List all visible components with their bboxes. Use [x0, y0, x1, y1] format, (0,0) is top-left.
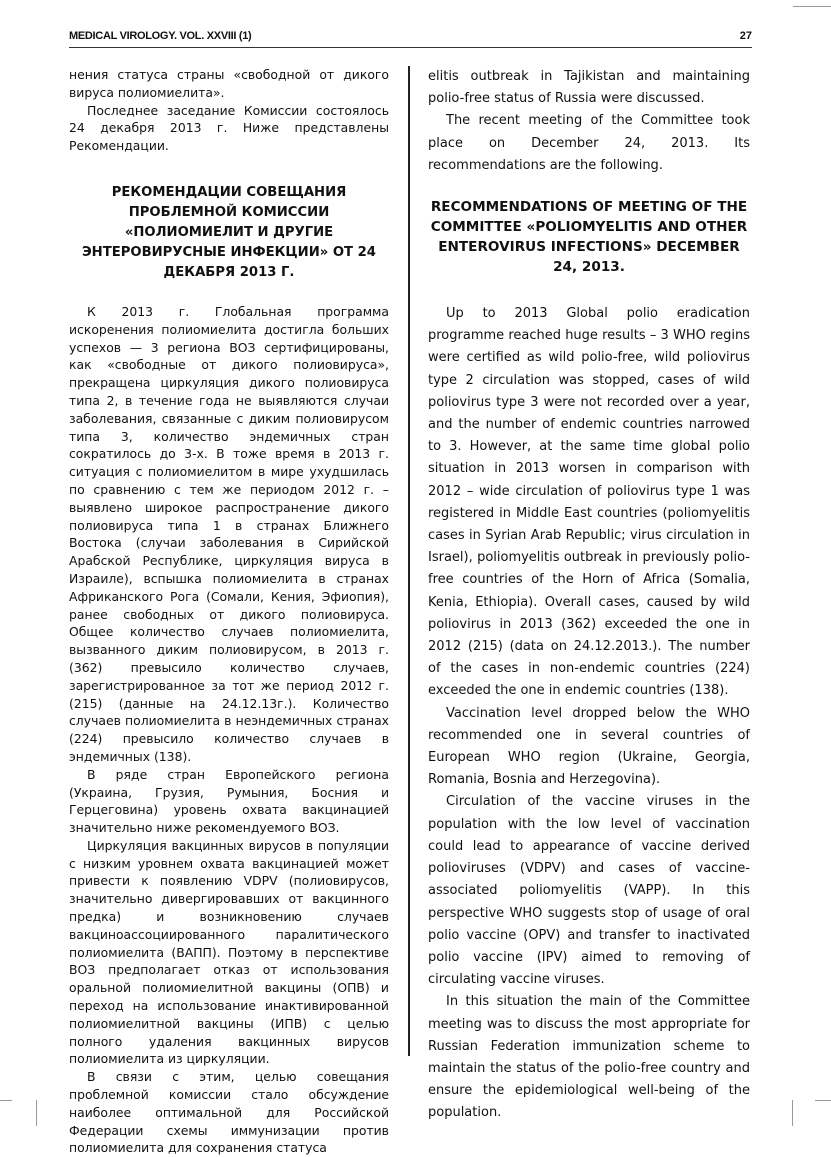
ru-section-heading: РЕКОМЕНДАЦИИ СОВЕЩАНИЯ ПРОБЛЕМНОЙ КОМИССИИ «ПОЛИОМИЕЛИТ И ДРУГИЕ ЭНТЕРОВИРУСНЫЕ ИНФЕКЦИИ» ОТ 24 ДЕКАБРЯ 2013 Г. [81, 184, 376, 280]
russian-column [69, 66, 389, 1157]
crop-mark-bottom-left-vertical [36, 1100, 37, 1126]
ru-paragraph-committee-goal: В связи с этим, целью совещания проблемной комиссии стало обсуждение наиболее оптимальной для Российской Федерации схемы иммунизации против полиомиелита для сохранения статуса [69, 1069, 389, 1156]
en-paragraph-european-region: Vaccination level dropped below the WHO recommended one in several countries of European WHO region (Ukraine, Georgia, Romania, Bosnia and Herzegovina). [428, 705, 750, 788]
column-divider [408, 66, 410, 1056]
ru-paragraph-european-region: В ряде стран Европейского региона (Украина, Грузия, Румыния, Босния и Герцеговина) уровень охвата вакцинацией значительно ниже рекомендуемого ВОЗ. [69, 766, 389, 836]
ru-paragraph-vaccine-viruses: Циркуляция вакцинных вирусов в популяции с низким уровнем охвата вакцинацией может привести к появлению VDPV (полиовирусов, значительно дивергировавших от вакцинного предка) и возникновению случаев вакциноассоциированного паралитического полиомиелита (ВАПП). Поэтому в перспективе ВОЗ предполагает отказ от использования оральной полиомиелитной вакцины (ОПВ) и переход на использование инактивированной полиомиелитной вакцины (ИПВ) с целью полного удаления вакцинных вирусов полиомиелита из циркуляции. [69, 837, 389, 1067]
header-rule [69, 47, 752, 48]
crop-mark-bottom-left-horizontal [0, 1100, 12, 1101]
en-paragraph-global-programme: Up to 2013 Global polio eradication programme reached huge results – 3 WHO regins were certified as wild polio-free, wild poliovirus type 2 circulation was stopped, cases of wild poliovirus type 3 were not recorded over a year, and the number of endemic countries narrowed to 3. However, at the same time global polio situation in 2013 worsen in comparison with 2012 – wide circulation of poliovirus type 1 was registered in Middle East countries (poliomyelitis cases in Syrian Arab Republic; virus circulation in Israel), poliomyelitis outbreak in previously polio-free countries of the Horn of Africa (Somalia, Kenia, Ethiopia). Overall cases, caused by wild poliovirus in 2013 (362) exceeded the one in 2012 (215) (data on 24.12.2013.). The number of the cases in non-endemic countries (224) exceeded the one in endemic countries (138). [428, 306, 750, 699]
page-number: 27 [739, 30, 752, 42]
ru-paragraph-meeting: Последнее заседание Комиссии состоялось 24 декабря 2013 г. Ниже представлены Рекомендации. [69, 102, 389, 154]
crop-mark-bottom-right-horizontal [815, 1100, 831, 1101]
ru-paragraph-global-programme: К 2013 г. Глобальная программа искоренения полиомиелита достигла больших успехов — 3 региона ВОЗ сертифицированы, как «свободные от дикого полиовируса», прекращена циркуляция дикого полиовируса типа 2, в течение года не выявляются случаи заболевания, связанные с диким полиовирусом типа 3, количество эндемичных стран сократилось до 3-х. В тоже время в 2013 г. ситуация с полиомиелитом в мире ухудшилась по сравнению с тем же периодом 2012 г. – выявлено широкое распространение дикого полиовируса типа 1 в странах Ближнего Востока (случаи заболевания в Сирийской Арабской Республике, циркуляция вируса в Израиле), вспышка полиомиелита в странах Африканского Рога (Сомали, Кения, Эфиопия), ранее свободных от дикого полиовируса. Общее количество случаев полиомиелита, вызванного диким полиовирусом, в 2013 г. (362) превысило количество случаев, зарегистрированное за тот же период 2012 г. (215) (данные на 24.12.13г.). Количество случаев полиомиелита в неэндемичных странах (224) превысило количество случаев в эндемичных (138). [69, 303, 389, 764]
crop-mark-bottom-right-vertical [792, 1100, 793, 1126]
english-column [428, 66, 750, 1125]
en-paragraph-committee-goal: In this situation the main of the Committee meeting was to discuss the most appropriate for Russian Federation immunization scheme to maintain the status of the polio-free country and ensure the epidemiological well-being of the population. [428, 994, 750, 1121]
running-header [69, 30, 752, 44]
ru-paragraph-continued: нения статуса страны «свободной от дикого вируса полиомиелита». [69, 67, 389, 100]
en-paragraph-continued: elitis outbreak in Tajikistan and maintaining polio-free status of Russia were discussed. [428, 69, 750, 107]
journal-title: MEDICAL VIROLOGY. VOL. XXVIII (1) [69, 30, 252, 42]
en-paragraph-vaccine-viruses: Circulation of the vaccine viruses in the population with the low level of vaccination could lead to appearance of vaccine derived polioviruses (VDPV) and cases of vaccine-associated poliomyelitis (VAPP). In this perspective WHO suggests stop of usage of oral polio vaccine (OPV) and transfer to inactivated polio vaccine (IPV) aimed to removing of circulating vaccine viruses. [428, 794, 750, 988]
crop-mark-top-right [793, 6, 831, 7]
en-section-heading: RECOMMENDATIONS OF MEETING OF THE COMMITTEE «POLIOMYELITIS AND OTHER ENTEROVIRUS INFECTIONS» DECEMBER 24, 2013. [430, 199, 748, 276]
en-paragraph-meeting: The recent meeting of the Committee took place on December 24, 2013. Its recommendations are the following. [428, 113, 750, 173]
